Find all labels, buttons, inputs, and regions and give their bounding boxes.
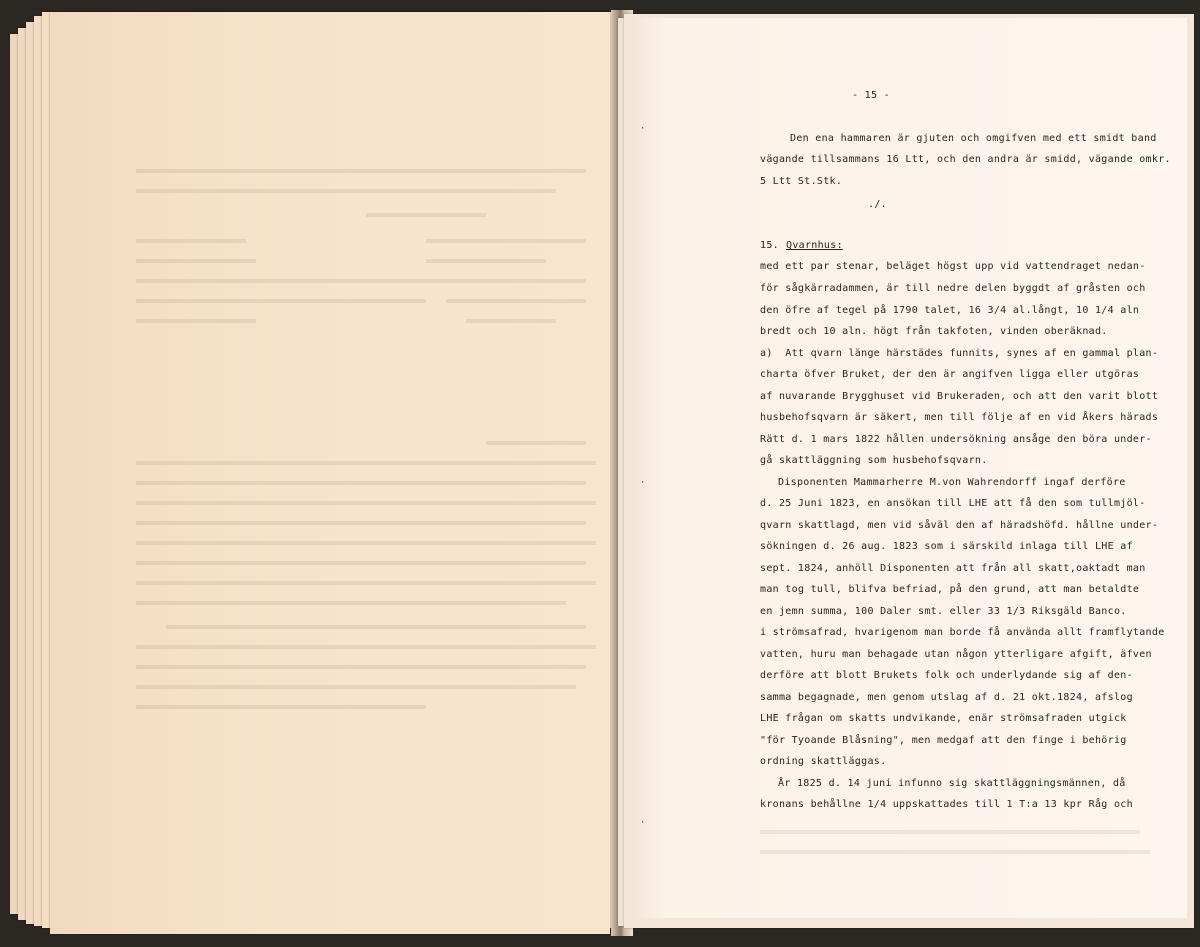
text-line: ordning skattläggas.	[760, 756, 887, 767]
text-line: samma begagnade, men genom utslag af d. 21 okt.1824, afslog	[760, 692, 1133, 703]
text-line: Rätt d. 1 mars 1822 hållen undersökning ansåge den böra under-	[760, 434, 1152, 445]
text-line: 5 Ltt St.Stk.	[760, 176, 843, 187]
text-line: a) Att qvarn länge härstädes funnits, synes af en gammal plan-	[760, 348, 1159, 359]
text-line: en jemn summa, 100 Daler smt. eller 33 1/3 Riksgäld Banco.	[760, 606, 1127, 617]
text-line: för sågkärradammen, är till nedre delen byggdt af gråsten och	[760, 283, 1146, 294]
page-text	[632, 18, 1187, 918]
text-line: den öfre af tegel på 1790 talet, 16 3/4 al.långt, 10 1/4 aln	[760, 305, 1140, 316]
text-line: sept. 1824, anhöll Disponenten att från all skatt,oaktadt man	[760, 563, 1146, 574]
text-line: med ett par stenar, beläget högst upp vid vattendraget nedan-	[760, 261, 1146, 272]
margin-mark: ·	[640, 818, 646, 828]
margin-mark: ·	[640, 124, 646, 134]
separator-mark: ./.	[868, 199, 887, 210]
text-line: husbehofsqvarn är säkert, men till följe af en vid Åkers härads	[760, 412, 1159, 423]
text-line: derföre att blott Brukets folk och underlydande sig af den-	[760, 670, 1133, 681]
margin-mark: ·	[640, 478, 646, 488]
text-line: Den ena hammaren är gjuten och omgifven med ett smidt band	[790, 133, 1157, 144]
show-through-lines-graphic	[126, 151, 606, 751]
text-line: kronans behållne 1/4 uppskattades till 1 T:a 13 kpr Råg och	[760, 799, 1133, 810]
text-line: vägande tillsammans 16 Ltt, och den andra är smidd, vägande omkr.	[760, 154, 1171, 165]
text-line: gå skattläggning som husbehofsqvarn.	[760, 455, 988, 466]
text-line: i strömsafrad, hvarigenom man borde få använda allt framflytande	[760, 627, 1165, 638]
text-line: År 1825 d. 14 juni infunno sig skattläggningsmännen, då	[778, 778, 1126, 789]
text-line: LHE frågan om skatts undvikande, enär strömsafraden utgick	[760, 713, 1127, 724]
left-page	[50, 12, 610, 934]
text-line: qvarn skattlagd, men vid såväl den af häradshöfd. hållne under-	[760, 520, 1159, 531]
right-page	[632, 18, 1187, 918]
section-number: 15.	[760, 240, 779, 251]
text-line: vatten, huru man behagade utan någon ytterligare afgift, äfven	[760, 649, 1152, 660]
text-line: "för Tyoande Blåsning", men medgaf att den finge i behörig	[760, 735, 1127, 746]
section-heading: Qvarnhus:	[786, 240, 843, 251]
text-line: Disponenten Mammarherre M.von Wahrendorff ingaf derföre	[778, 477, 1126, 488]
text-line: bredt och 10 aln. högt från takfoten, vinden oberäknad.	[760, 326, 1108, 337]
text-line: man tog tull, blifva befriad, på den grund, att man betaldte	[760, 584, 1140, 595]
show-through-texture	[90, 132, 606, 777]
text-line: d. 25 Juni 1823, en ansökan till LHE att få den som tullmjöl-	[760, 498, 1146, 509]
text-line: sökningen d. 26 aug. 1823 som i särskild inlaga till LHE af	[760, 541, 1133, 552]
page-number: - 15 -	[852, 90, 890, 101]
text-line: charta öfver Bruket, der den är angifven ligga eller utgöras	[760, 369, 1140, 380]
show-through-lines-graphic	[760, 824, 1160, 864]
text-line: af nuvarande Brygghuset vid Brukeraden, och att den varit blott	[760, 391, 1159, 402]
